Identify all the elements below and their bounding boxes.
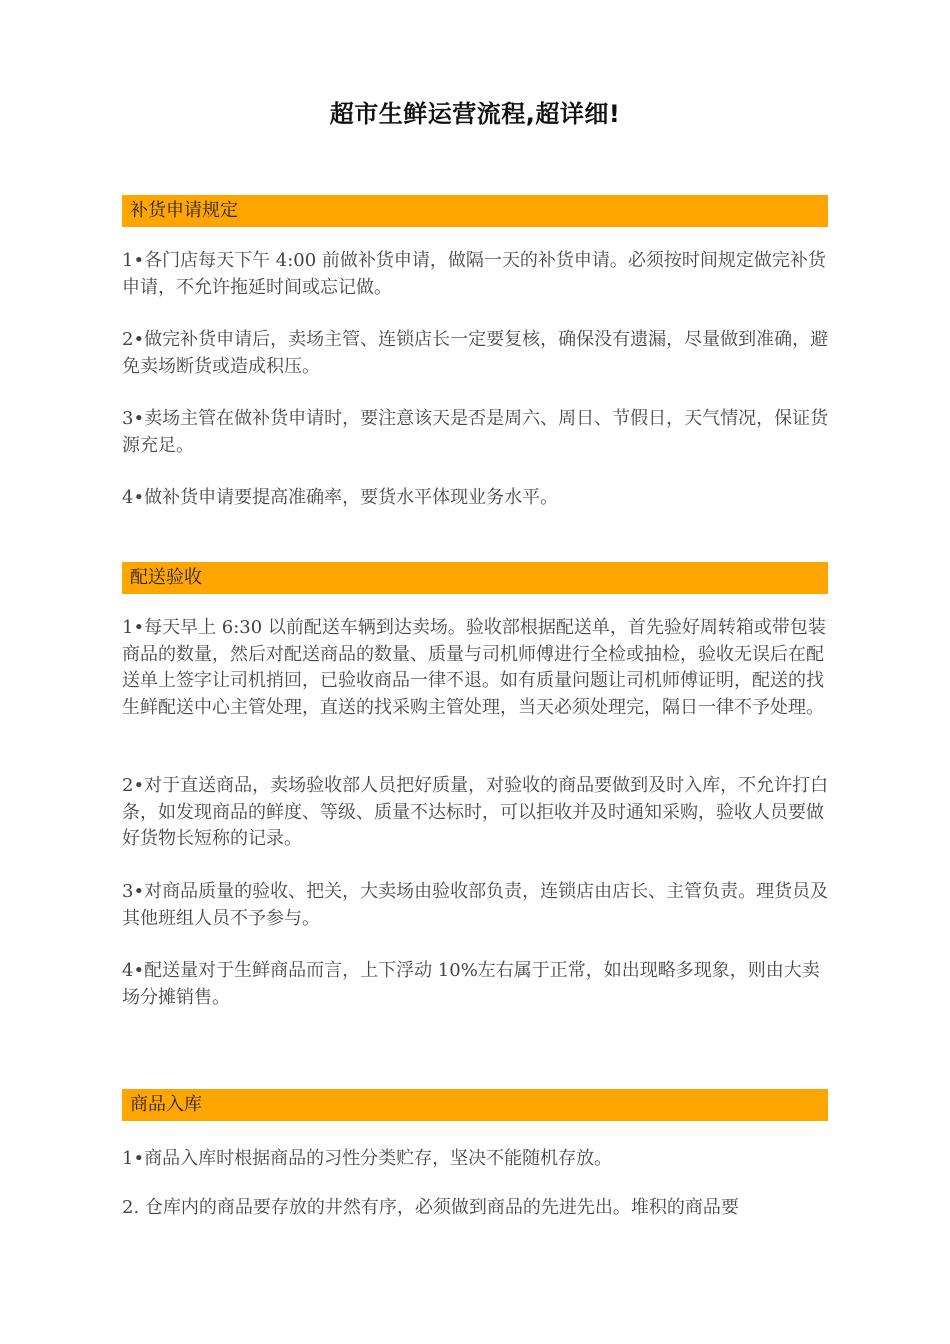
paragraph: 2•做完补货申请后，卖场主管、连锁店长一定要复核，确保没有遗漏，尽量做到准确，避免卖场断货或造成积压。: [122, 329, 829, 377]
paragraph: 2. 仓库内的商品要存放的井然有序，必须做到商品的先进先出。堆积的商品要: [122, 1197, 739, 1218]
paragraph: 3•卖场主管在做补货申请时，要注意该天是否是周六、周日、节假日，天气情况，保证货源充足。: [122, 408, 829, 456]
paragraph: 1•每天早上 6:30 以前配送车辆到达卖场。验收部根据配送单，首先验好周转箱或带包装商品的数量，然后对配送商品的数量、质量与司机师傅进行全检或抽检，验收无误后在配送单上签字让司机捎回，已验收商品一律不退。如有质量问题让司机师傅证明，配送的找生鲜配送中心主管处理，直送的找采购主管处理，当天必须处理完，隔日一律不予处理。: [122, 617, 826, 718]
paragraph: 4•做补货申请要提高准确率，要货水平体现业务水平。: [122, 487, 559, 508]
paragraph: 1•商品入库时根据商品的习性分类贮存，坚决不能随机存放。: [122, 1148, 613, 1169]
section-header-delivery-acceptance: 配送验收: [122, 562, 828, 594]
section-header-replenishment: 补货申请规定: [122, 195, 828, 227]
document-title: 超市生鲜运营流程,超详细!: [329, 100, 621, 128]
section-header-warehousing: 商品入库: [122, 1089, 828, 1121]
paragraph: 4•配送量对于生鲜商品而言，上下浮动 10%左右属于正常，如出现略多现象，则由大卖场分摊销售。: [122, 960, 820, 1008]
paragraph: 3•对商品质量的验收、把关，大卖场由验收部负责，连锁店由店长、主管负责。理货员及其他班组人员不予参与。: [122, 881, 829, 929]
paragraph: 2•对于直送商品，卖场验收部人员把好质量，对验收的商品要做到及时入库，不允许打白条，如发现商品的鲜度、等级、质量不达标时，可以拒收并及时通知采购，验收人员要做好货物长短称的记录。: [122, 775, 829, 849]
paragraph: 1•各门店每天下午 4:00 前做补货申请，做隔一天的补货申请。必须按时间规定做完补货申请，不允许拖延时间或忘记做。: [122, 250, 826, 298]
